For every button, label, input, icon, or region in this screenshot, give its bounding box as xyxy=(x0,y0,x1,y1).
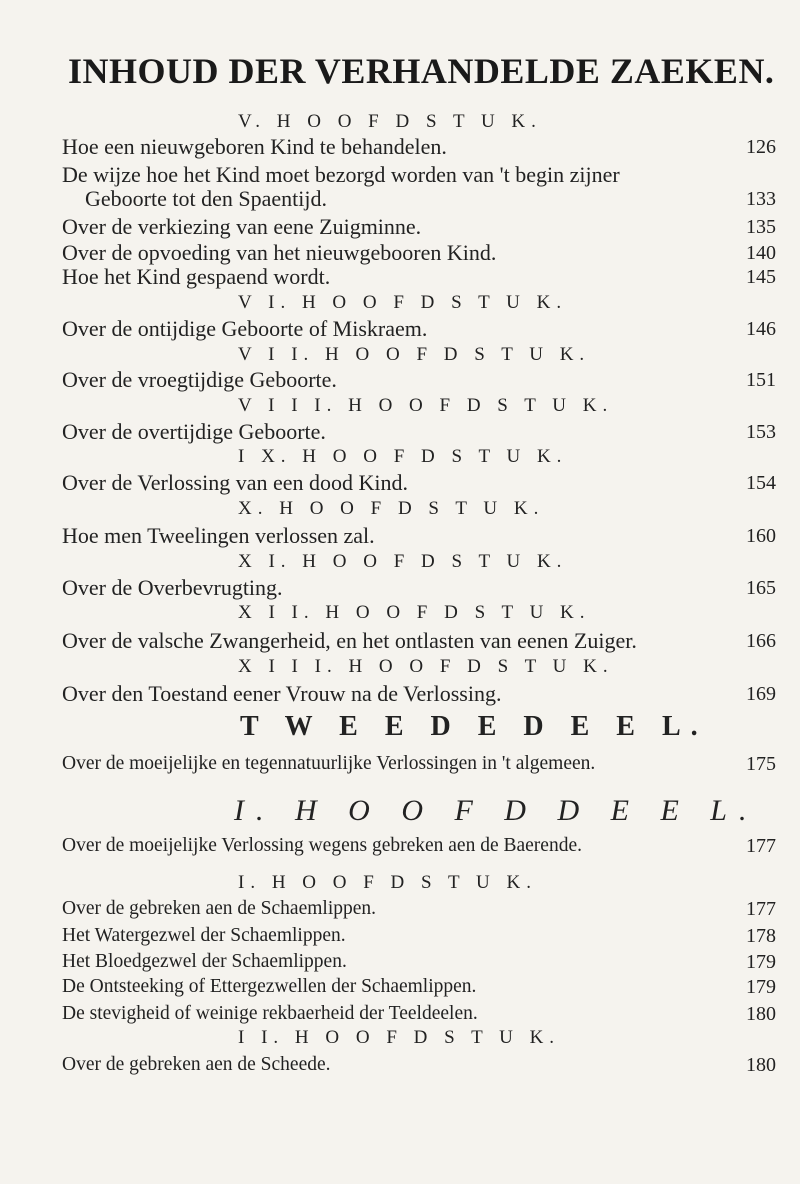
toc-entry xyxy=(0,521,800,551)
entry-text: Over de verkiezing van eene Zuigminne. xyxy=(62,214,422,239)
toc-entry xyxy=(0,626,800,656)
page-number: 180 xyxy=(746,1054,776,1076)
page-number: 179 xyxy=(746,951,776,973)
section-heading xyxy=(0,707,800,747)
toc-entry xyxy=(0,679,800,709)
page-number: 133 xyxy=(746,188,776,210)
section-heading xyxy=(0,1024,800,1052)
entry-text: V. H O O F D S T U K. xyxy=(238,111,542,132)
entry-text: X I. H O O F D S T U K. xyxy=(238,551,568,572)
entry-text: T W E E D E D E E L. xyxy=(240,711,708,742)
toc-entry xyxy=(0,314,800,344)
entry-text: V I I. H O O F D S T U K. xyxy=(238,344,591,365)
section-heading xyxy=(0,289,800,317)
entry-text: V I. H O O F D S T U K. xyxy=(238,292,568,313)
entry-text: Over de vroegtijdige Geboorte. xyxy=(62,367,337,392)
entry-text: X I I. H O O F D S T U K. xyxy=(238,602,591,623)
page-number: 177 xyxy=(746,835,776,857)
entry-text: Over de Overbevrugting. xyxy=(62,575,283,600)
toc-entry xyxy=(0,184,800,214)
page-number: 135 xyxy=(746,216,776,238)
page-number: 160 xyxy=(746,525,776,547)
page-number: 179 xyxy=(746,976,776,998)
entry-text: Over de gebreken aen de Schaemlippen. xyxy=(62,898,377,919)
page-number: 145 xyxy=(746,266,776,288)
section-heading xyxy=(0,548,800,576)
entry-text: Over den Toestand eener Vrouw na de Verlossing. xyxy=(62,681,502,706)
entry-text: Over de moeijelijke Verlossing wegens gebreken aen de Baerende. xyxy=(62,835,582,856)
page-number: 177 xyxy=(746,898,776,920)
entry-text: Over de gebreken aen de Scheede. xyxy=(62,1054,331,1075)
entry-text: Hoe een nieuwgeboren Kind te behandelen. xyxy=(62,134,447,159)
page-number: 140 xyxy=(746,242,776,264)
entry-text: X I I I. H O O F D S T U K. xyxy=(238,656,614,677)
entry-text: Hoe men Tweelingen verlossen zal. xyxy=(62,523,375,548)
toc-entry xyxy=(0,831,800,861)
entry-text: V I I I. H O O F D S T U K. xyxy=(238,395,614,416)
entry-text: Over de overtijdige Geboorte. xyxy=(62,419,326,444)
toc-entry xyxy=(0,365,800,395)
entry-text: De wijze hoe het Kind moet bezorgd worden van 't begin zijner xyxy=(62,162,620,187)
entry-text: De Ontsteeking of Ettergezwellen der Schaemlippen. xyxy=(62,976,477,997)
toc-entry xyxy=(0,894,800,924)
toc-entry xyxy=(0,1050,800,1080)
page-number: 180 xyxy=(746,1003,776,1025)
entry-text: I I. H O O F D S T U K. xyxy=(238,1027,561,1048)
section-heading xyxy=(0,495,800,523)
entry-text: Over de moeijelijke en tegennatuurlijke Verlossingen in 't algemeen. xyxy=(62,753,596,774)
section-heading xyxy=(0,443,800,471)
toc-entry xyxy=(0,749,800,779)
page-number: 166 xyxy=(746,630,776,652)
page-number: 154 xyxy=(746,472,776,494)
entry-text: Het Bloedgezwel der Schaemlippen. xyxy=(62,951,347,972)
page-number: 169 xyxy=(746,683,776,705)
toc-entry xyxy=(0,262,800,292)
section-heading xyxy=(0,599,800,627)
entry-text: Over de valsche Zwangerheid, en het ontlasten van eenen Zuiger. xyxy=(62,628,637,653)
section-heading xyxy=(0,653,800,681)
page-title: INHOUD DER VERHANDELDE ZAEKEN. xyxy=(68,51,775,91)
section-heading xyxy=(0,392,800,420)
section-heading xyxy=(0,791,800,831)
page-number: 146 xyxy=(746,318,776,340)
entry-text: De stevigheid of weinige rekbaerheid der Teeldeelen. xyxy=(62,1003,478,1024)
page-number: 151 xyxy=(746,369,776,391)
entry-text: Geboorte tot den Spaentijd. xyxy=(85,186,327,211)
entry-text: I. H O O F D D E E L. xyxy=(234,794,759,827)
page-number: 178 xyxy=(746,925,776,947)
entry-text: I X. H O O F D S T U K. xyxy=(238,446,568,467)
page-number: 165 xyxy=(746,577,776,599)
entry-text: Over de Verlossing van een dood Kind. xyxy=(62,470,409,495)
toc-entry xyxy=(0,132,800,162)
entry-text: Over de opvoeding van het nieuwgebooren Kind. xyxy=(62,240,497,265)
toc-entry xyxy=(0,468,800,498)
page-number: 126 xyxy=(746,136,776,158)
toc-entry xyxy=(0,972,800,1002)
section-heading xyxy=(0,869,800,897)
entry-text: I. H O O F D S T U K. xyxy=(238,872,537,893)
entry-text: Hoe het Kind gespaend wordt. xyxy=(62,264,331,289)
entry-text: Het Watergezwel der Schaemlippen. xyxy=(62,925,346,946)
entry-text: X. H O O F D S T U K. xyxy=(238,498,545,519)
page-number: 153 xyxy=(746,421,776,443)
entry-text: Over de ontijdige Geboorte of Miskraem. xyxy=(62,316,428,341)
page-number: 175 xyxy=(746,753,776,775)
